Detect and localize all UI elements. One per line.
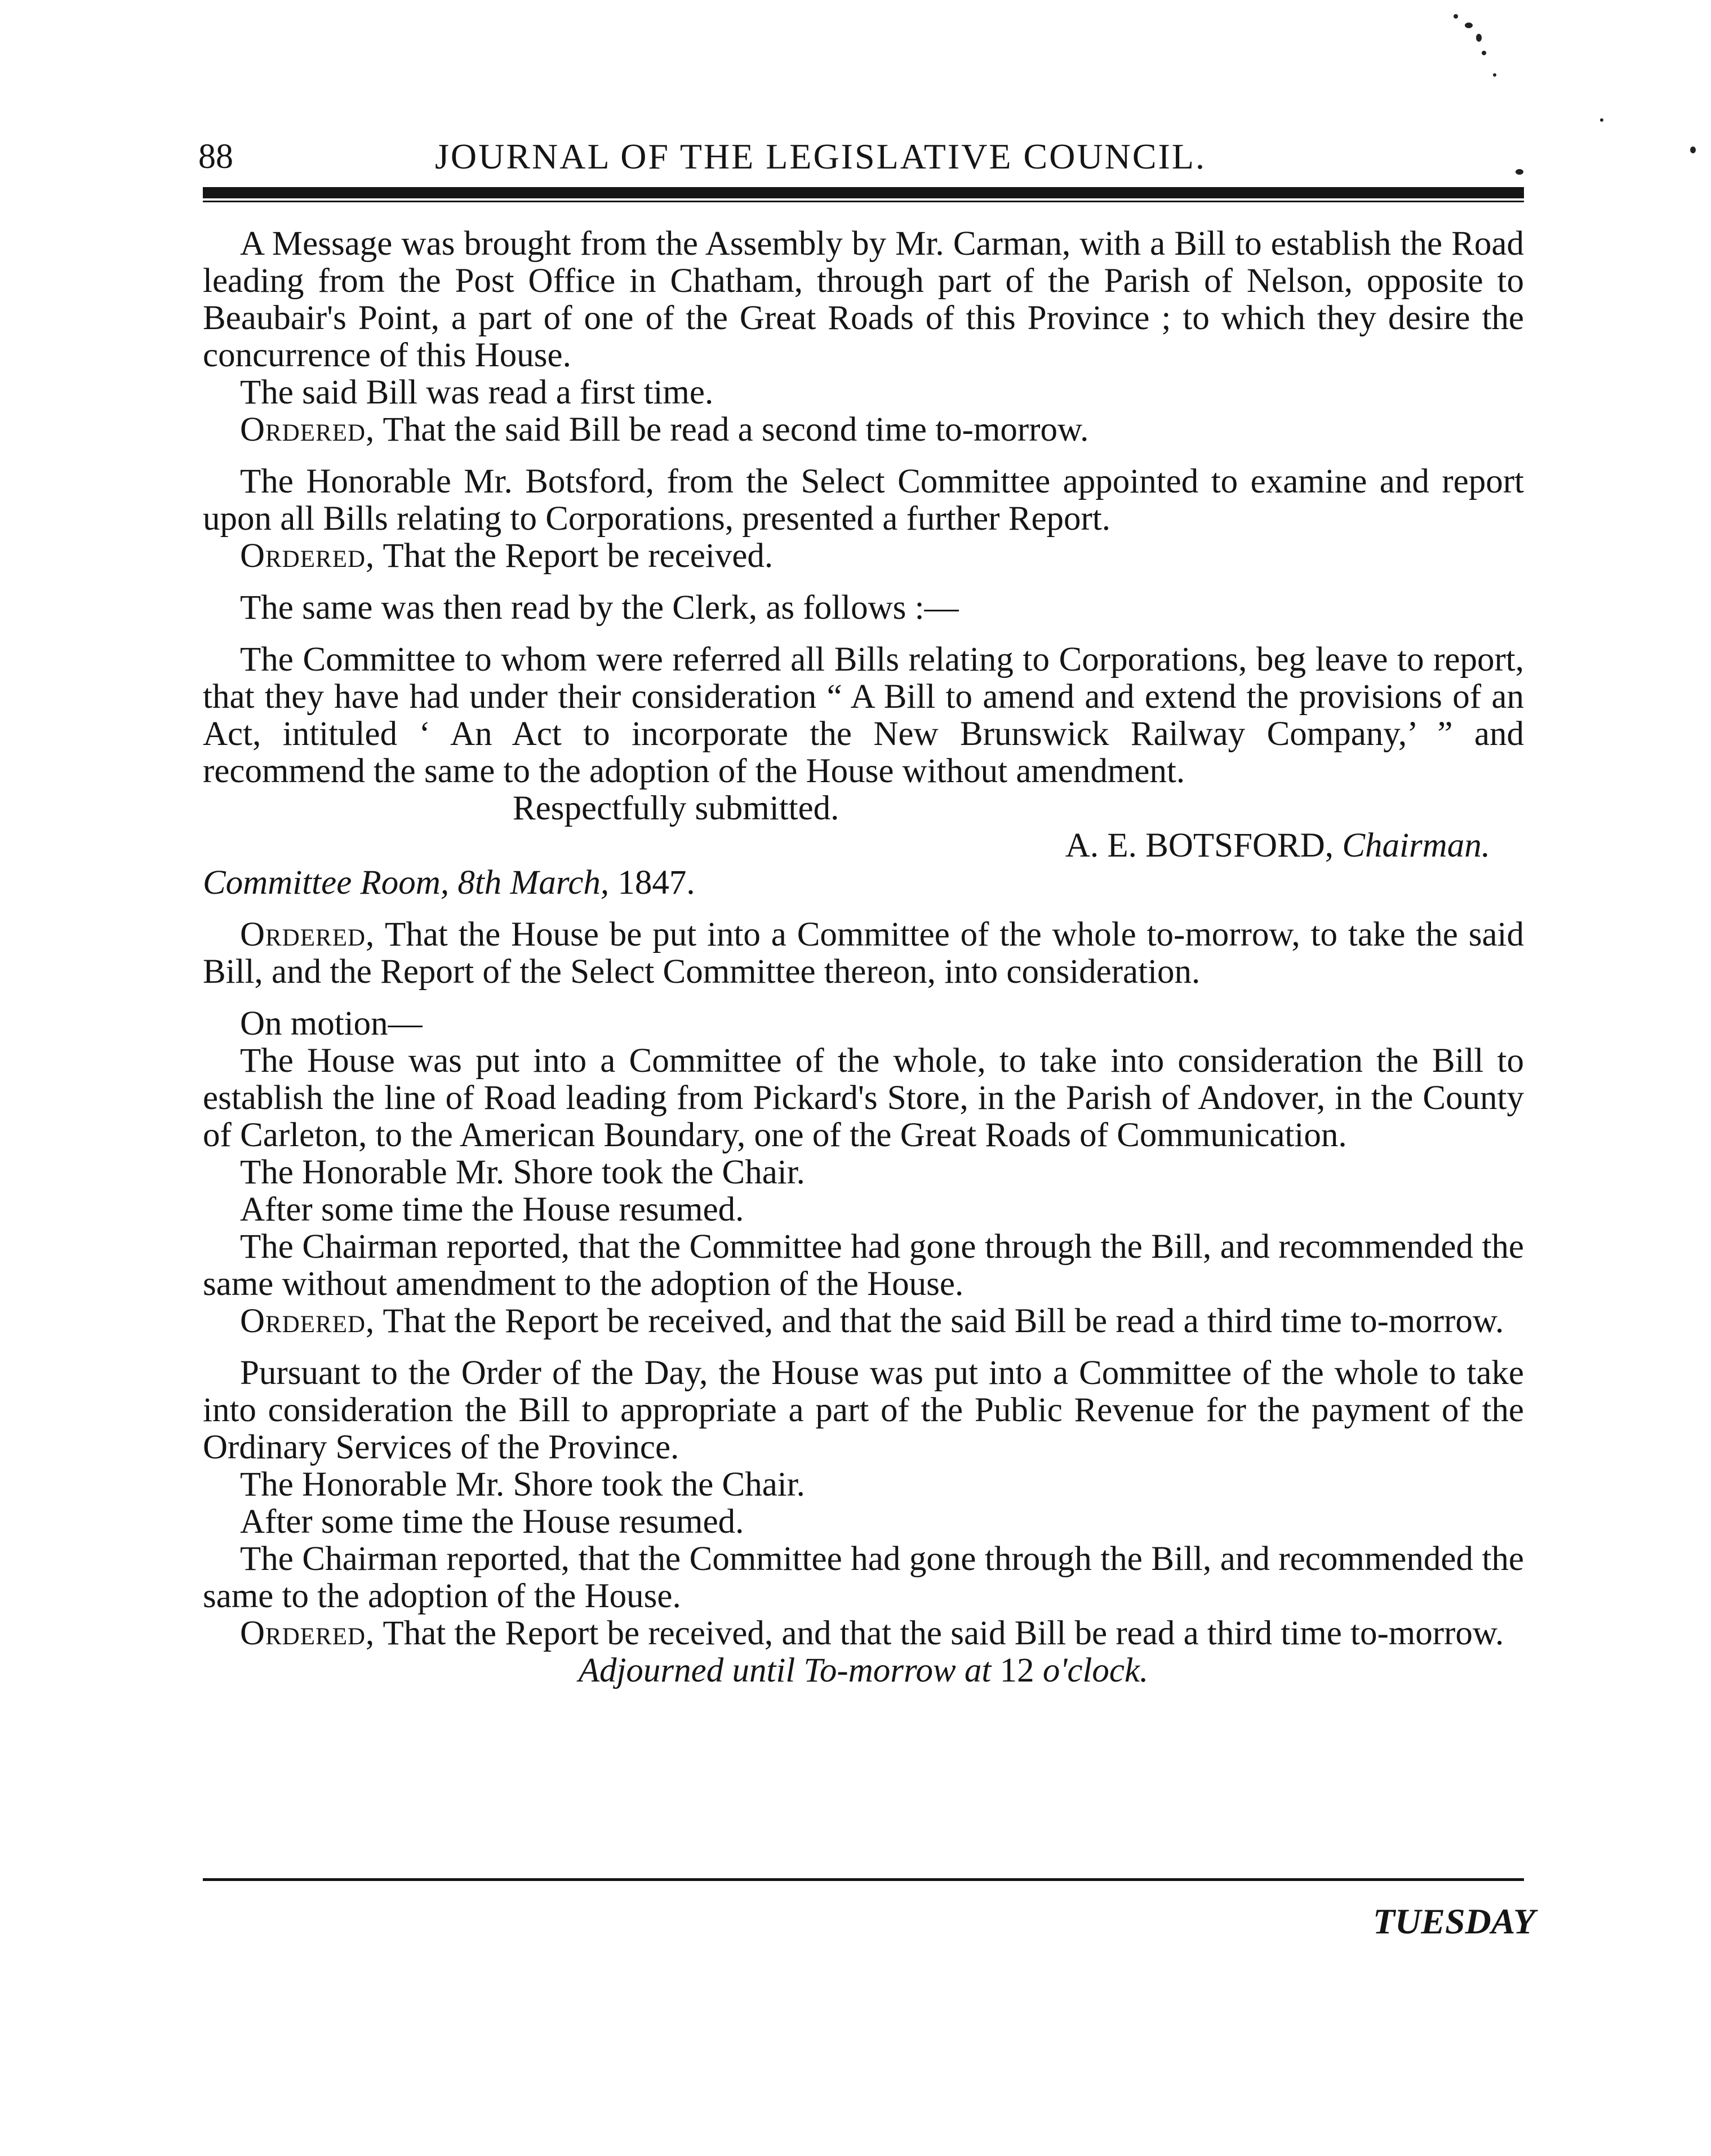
ordered-label: Ordered, [240,1302,375,1340]
dateline [203,864,1524,902]
paragraph-house-resumed-2: After some time the House resumed. [240,1503,744,1541]
footer-rule [203,1878,1524,1881]
catchword: TUESDAY [1372,1901,1535,1941]
paragraph-botsford-report: The Honorable Mr. Botsford, from the Select Committee appointed to examine and report upon all Bills relating to Corporations, presented a further Report. [203,463,1524,538]
paragraph-committee-report: The Committee to whom were referred all Bills relating to Corporations, beg leave to report, that they have had under their consideration “ A Bill to amend and extend the provisions of an Act, intituled ‘ An Act to incorporate the New Brunswick Railway Company,’ ” and recommend the same to the adoption of the House without amendment. [203,641,1524,790]
running-title: JOURNAL OF THE LEGISLATIVE COUNCIL. [435,136,1206,176]
ordered-label: Ordered, [240,1614,375,1652]
paragraph-read-by-clerk: The same was then read by the Clerk, as follows :— [240,589,959,627]
adjournment-hour: 12 [999,1652,1034,1689]
speck [1482,51,1486,55]
speck [1600,118,1603,122]
paragraph-shore-chair: The Honorable Mr. Shore took the Chair. [240,1154,805,1191]
ordered-text: That the House be put into a Committee of the whole to-morrow, to take the said Bill, and the Report of the Select Committee thereon, into consideration. [203,916,1524,991]
paragraph-house-resumed: After some time the House resumed. [240,1191,744,1228]
paragraph-ordered-third-reading [203,1303,1524,1340]
header-rule-thin [203,201,1524,202]
page-header [198,128,1522,185]
speck [1493,73,1496,77]
paragraph-chairman-reported-2: The Chairman reported, that the Committee had gone through the Bill, and recommended the same to the adoption of the House. [203,1540,1524,1615]
scan-specks [1442,11,1711,197]
dateline-year: 1847. [617,864,695,902]
paragraph-on-motion: On motion— [240,1005,423,1042]
ordered-label: Ordered, [240,411,375,449]
speck [1465,23,1473,28]
adjournment-text: Adjourned until To-morrow at [578,1652,1000,1689]
ordered-text: That the Report be received, and that the said Bill be read a third time to-morrow. [375,1302,1504,1340]
ordered-text: That the Report be received, and that the said Bill be read a third time to-morrow. [375,1614,1504,1652]
paragraph-order-of-day: Pursuant to the Order of the Day, the House was put into a Committee of the whole to take into consideration the Bill to appropriate a part of the Public Revenue for the payment of the Ordinary Services of the Province. [203,1354,1524,1466]
paragraph-ordered-committee-whole [203,916,1524,991]
dateline-place: Committee Room, [203,864,450,902]
speck [1454,14,1458,19]
paragraph-ordered-second-reading [203,411,1524,449]
paragraph-message: A Message was brought from the Assembly by Mr. Carman, with a Bill to establish the Road leading from the Post Office in Chatham, through part of the Parish of Nelson, opposite to Beaubair's Point, a part of one of the Great Roads of this Province ; to which they desire the concurrence of this House. [203,225,1524,374]
adjournment-line [203,1652,1524,1689]
ordered-label: Ordered, [240,916,375,953]
signature-title: Chairman. [1342,827,1490,864]
dateline-date: 8th March, [457,864,610,902]
ordered-text: That the Report be received. [375,537,774,575]
signature [203,827,1524,864]
signature-name: A. E. BOTSFORD, [1065,827,1334,864]
paragraph-ordered-report-received [203,538,1524,575]
journal-body [203,225,1524,1689]
adjournment-oclock: o'clock. [1034,1652,1149,1689]
speck [1476,34,1482,42]
paragraph-road-bill: The House was put into a Committee of the whole, to take into consideration the Bill to establish the line of Road leading from Pickard's Store, in the Parish of Andover, in the County of Carleton, to the American Boundary, one of the Great Roads of Communication. [203,1042,1524,1154]
paragraph-first-reading: The said Bill was read a first time. [240,374,714,411]
ordered-label: Ordered, [240,537,375,575]
paragraph-ordered-third-reading-2 [203,1615,1524,1652]
respectfully-submitted: Respectfully submitted. [513,789,839,827]
page-number: 88 [198,137,233,176]
paragraph-chairman-reported: The Chairman reported, that the Committee had gone through the Bill, and recommended the same without amendment to the adoption of the House. [203,1228,1524,1303]
speck [1516,169,1523,175]
header-rule-thick [203,187,1524,198]
speck [1690,147,1696,153]
paragraph-shore-chair-2: The Honorable Mr. Shore took the Chair. [240,1466,805,1503]
ordered-text: That the said Bill be read a second time to-morrow. [375,411,1089,449]
